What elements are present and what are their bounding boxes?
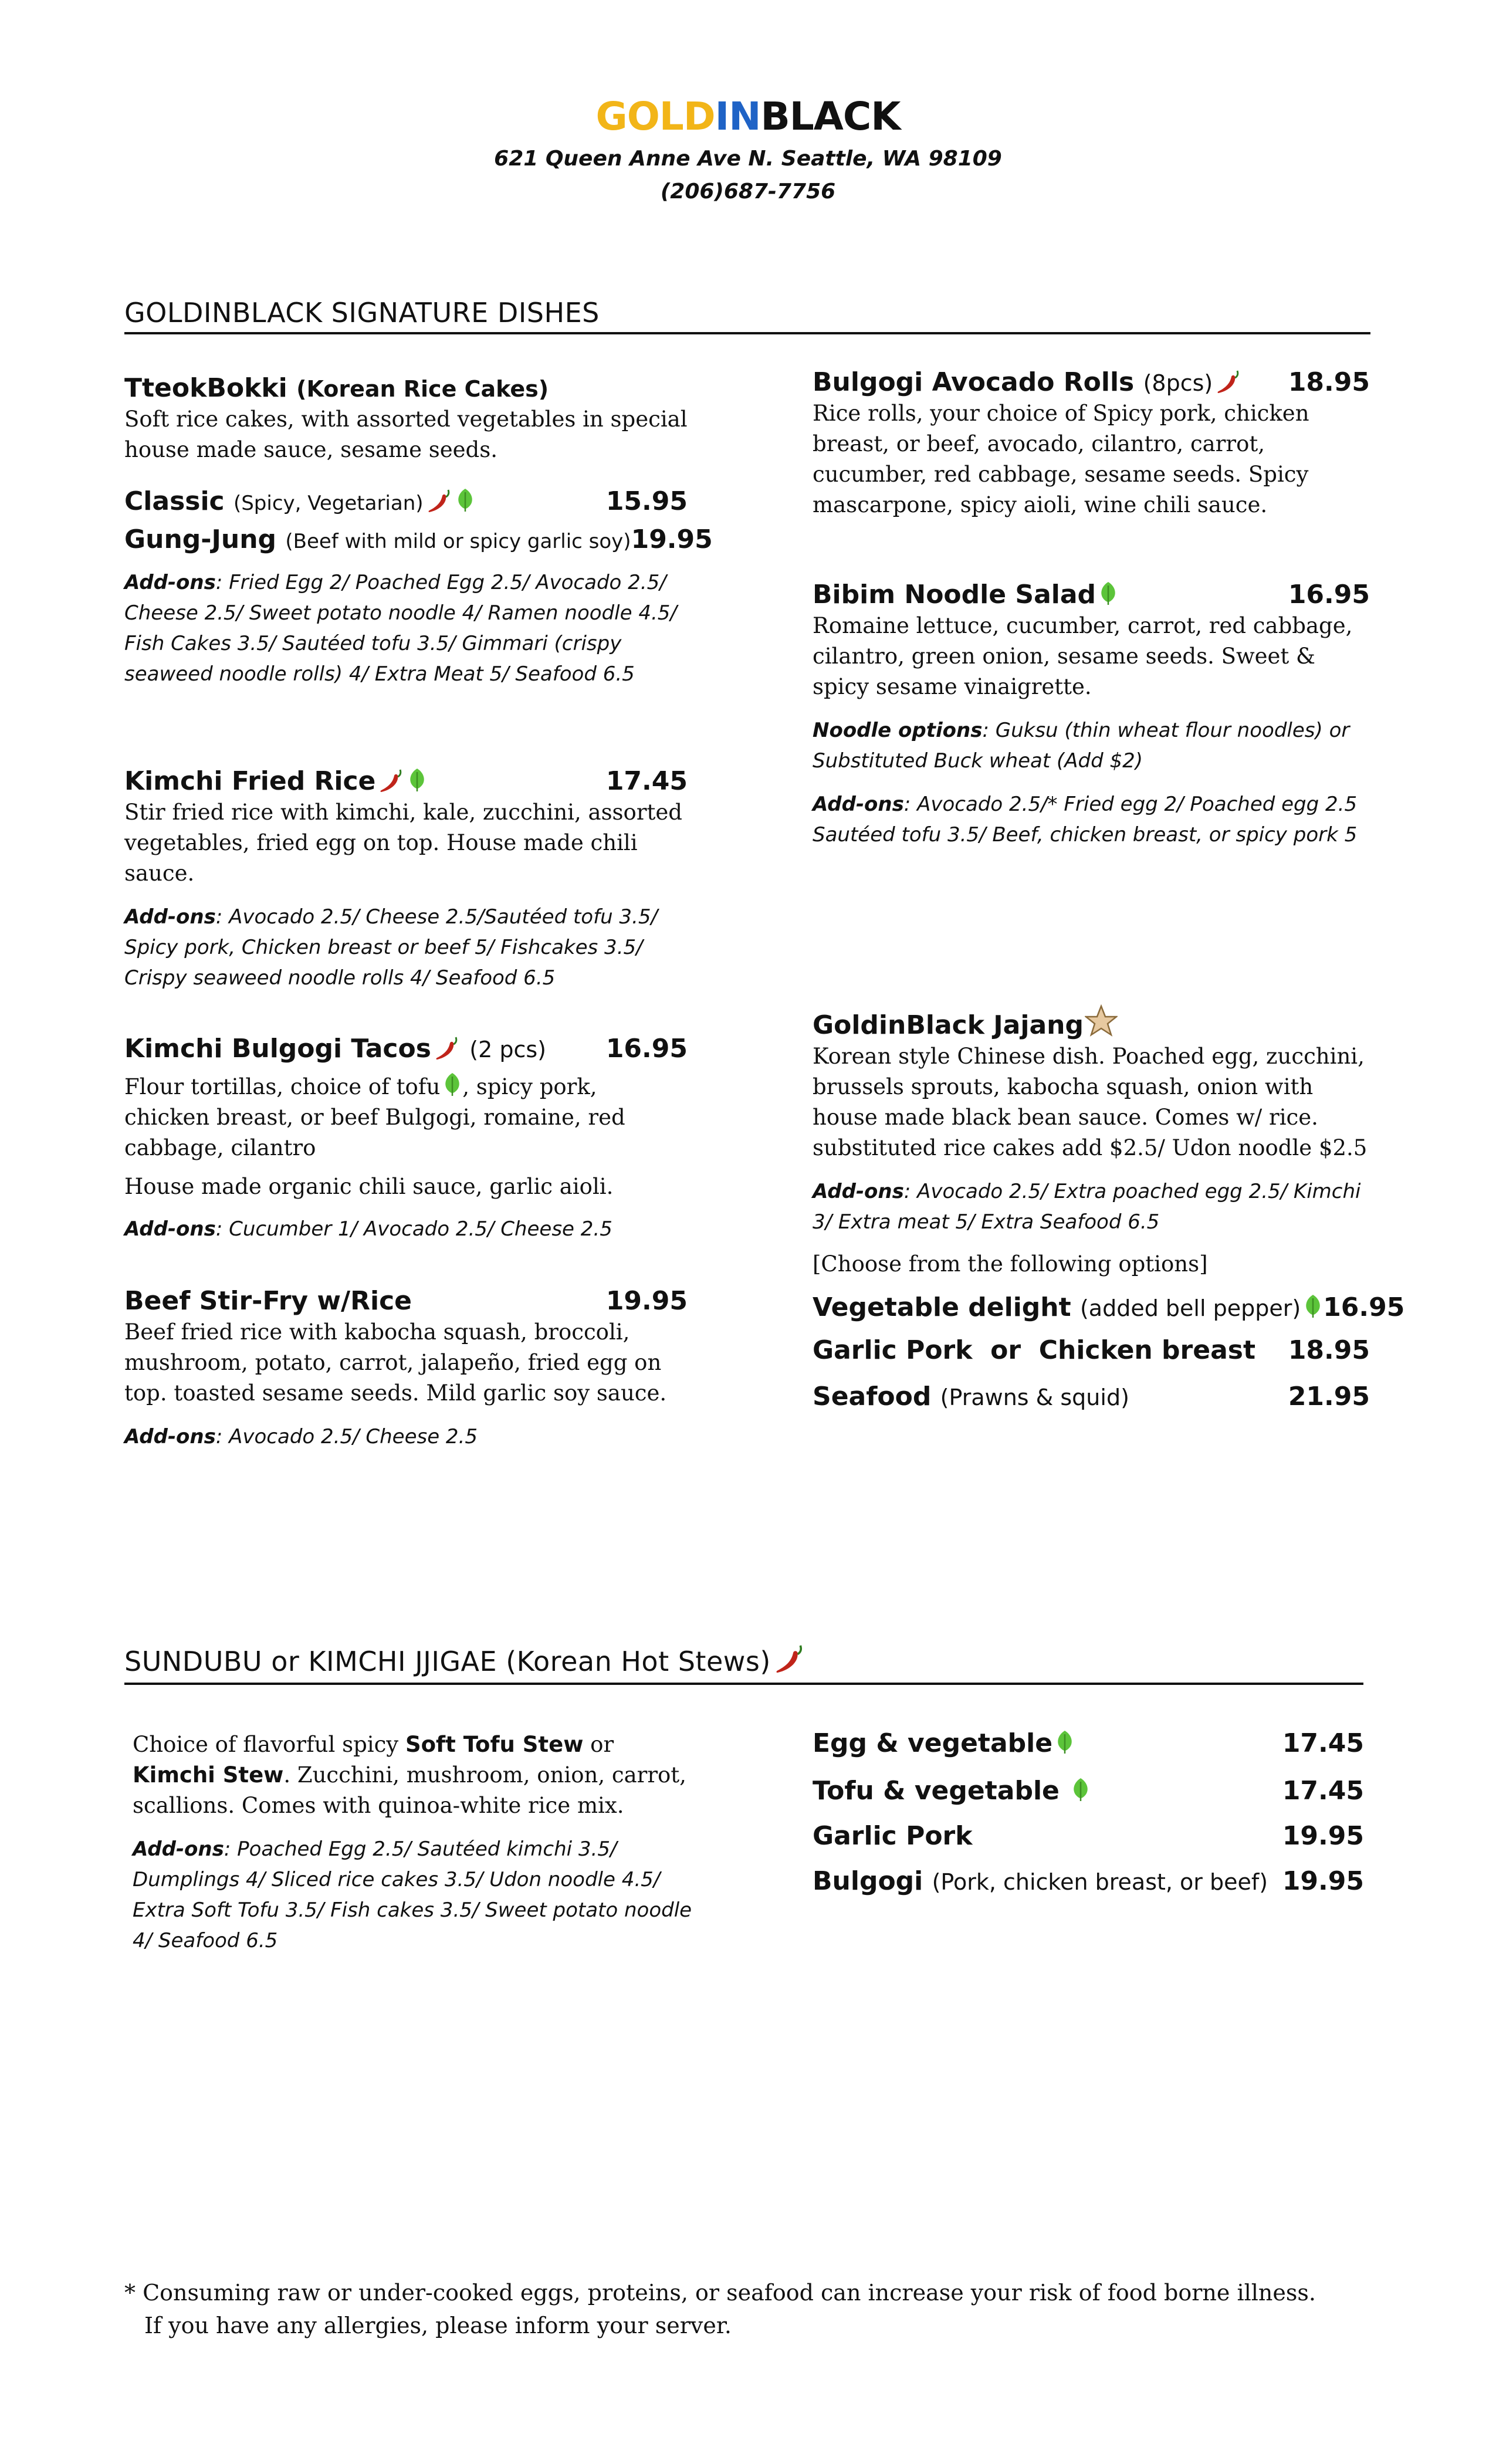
- leaf-icon: [407, 767, 427, 792]
- dish-addons: Add-ons: Avocado 2.5/ Cheese 2.5/Sautéed tofu 3.5/ Spicy pork, Chicken breast or beef 5/ Fishcakes 3.5/ Crispy seaweed noodle rolls 4/ Seafood 6.5: [124, 905, 658, 990]
- chili-icon: [378, 767, 405, 794]
- section-title-stews: SUNDUBU or KIMCHI JJIGAE (Korean Hot Stews): [124, 1643, 806, 1677]
- dish-kimchi-fried-rice: Kimchi Fried Rice 17.45 Stir fried rice with kimchi, kale, zucchini, assorted vegetables, fried egg on top. House made chili sauce. Add-ons: Avocado 2.5/ Cheese 2.5/Sautéed tofu 3.5/ Spicy pork, Chicken breast or beef 5/ Fishcakes 3.5/ Crispy seaweed noodle rolls 4/ Seafood 6.5: [124, 766, 688, 993]
- dish-bulgogi-avocado-rolls: Bulgogi Avocado Rolls (8pcs) 18.95 Rice rolls, your choice of Spicy pork, chicken breast, or beef, avocado, cilantro, carrot, cucumber, red cabbage, sesame seeds. Spicy mascarpone, spicy aioli, wine chili sauce.: [813, 367, 1370, 520]
- section-divider: [124, 332, 1370, 334]
- logo-black: BLACK: [760, 94, 901, 139]
- dish-addons: Add-ons: Cucumber 1/ Avocado 2.5/ Cheese 2.5: [124, 1217, 612, 1241]
- price: 17.45: [605, 766, 688, 796]
- price: 16.95: [1288, 580, 1370, 610]
- price: 19.95: [605, 1286, 688, 1316]
- dish-description: Soft rice cakes, with assorted vegetables in special house made sauce, sesame seeds.: [124, 407, 688, 462]
- stew-option-bulgogi: Bulgogi (Pork, chicken breast, or beef) 19.95: [813, 1866, 1364, 1896]
- star-icon: [1085, 1004, 1118, 1037]
- stew-options: [813, 1728, 1364, 1896]
- dish-goldinblack-jajang: GoldinBlack Jajang Korean style Chinese dish. Poached egg, zucchini, brussels sprouts, kabocha squash, onion with house made black bean sauce. Comes w/ rice. substituted rice cakes add $2.5/ Udon noodle $2.5 Add-ons: Avocado 2.5/ Extra poached egg 2.5/ Kimchi 3/ Extra meat 5/ Extra Seafood 6.5 [Choose from the following options] Vegetable delight (added bell pepper) 16.95 Garlic Pork or Chicken breast 18.95 Seafood (Prawns & squid) 21.95: [813, 1004, 1370, 1412]
- option-garlic-pork-chicken: Garlic Pork or Chicken breast 18.95: [813, 1335, 1370, 1365]
- leaf-icon: [1071, 1777, 1091, 1802]
- disclaimer-line-2: If you have any allergies, please inform your server.: [144, 2313, 732, 2338]
- disclaimer-line-1: * Consuming raw or under-cooked eggs, proteins, or seafood can increase your risk of food borne illness.: [124, 2280, 1316, 2306]
- dish-sauce: House made organic chili sauce, garlic aioli.: [124, 1174, 614, 1199]
- dish-addons: Add-ons: Avocado 2.5/ Extra poached egg 2.5/ Kimchi 3/ Extra meat 5/ Extra Seafood 6.5: [813, 1180, 1361, 1234]
- dish-description: Romaine lettuce, cucumber, carrot, red cabbage, cilantro, green onion, sesame seeds. Sweet & spicy sesame vinaigrette.: [813, 613, 1353, 699]
- dish-name: TteokBokki (Korean Rice Cakes): [124, 373, 549, 403]
- leaf-icon: [455, 488, 475, 512]
- dish-tteokbokki: [124, 373, 713, 689]
- dish-addons: Add-ons: Poached Egg 2.5/ Sautéed kimchi 3.5/ Dumplings 4/ Sliced rice cakes 3.5/ Udon noodle 4.5/ Extra Soft Tofu 3.5/ Fish cakes 3.5/ Sweet potato noodle 4/ Seafood 6.5: [133, 1837, 692, 1952]
- chili-icon: [426, 488, 453, 515]
- dish-description: Beef fried rice with kabocha squash, broccoli, mushroom, potato, carrot, jalapeño, fried egg on top. toasted sesame seeds. Mild garlic soy sauce.: [124, 1319, 667, 1406]
- stews-description: Choice of flavorful spicy Soft Tofu Stew or Kimchi Stew. Zucchini, mushroom, onion, carrot, scallions. Comes with quinoa-white rice mix. Add-ons: Poached Egg 2.5/ Sautéed kimchi 3.5/ Dumplings 4/ Sliced rice cakes 3.5/ Udon noodle 4.5/ Extra Soft Tofu 3.5/ Fish cakes 3.5/ Sweet potato noodle 4/ Seafood 6.5: [133, 1728, 696, 1956]
- leaf-icon: [1055, 1729, 1075, 1754]
- dish-description: Korean style Chinese dish. Poached egg, zucchini, brussels sprouts, kabocha squash, onion with house made black bean sauce. Comes w/ rice. substituted rice cakes add $2.5/ Udon noodle $2.5: [813, 1044, 1368, 1160]
- dish-description: Rice rolls, your choice of Spicy pork, chicken breast, or beef, avocado, cilantro, carrot, cucumber, red cabbage, sesame seeds. Spicy mascarpone, spicy aioli, wine chili sauce.: [813, 401, 1309, 517]
- option-gung-jung: Gung-Jung (Beef with mild or spicy garlic soy) 19.95: [124, 524, 713, 554]
- stew-option-garlic-pork: Garlic Pork 19.95: [813, 1821, 1364, 1851]
- address: 621 Queen Anne Ave N. Seattle, WA 98109: [494, 147, 1002, 171]
- stew-option-tofu-vegetable: Tofu & vegetable 17.45: [813, 1776, 1364, 1806]
- leaf-icon: [1303, 1294, 1323, 1318]
- price: 19.95: [631, 524, 713, 554]
- food-safety-disclaimer: [124, 2276, 1316, 2342]
- choose-note: [Choose from the following options]: [813, 1251, 1208, 1277]
- dish-bibim-noodle-salad: Bibim Noodle Salad 16.95 Romaine lettuce, cucumber, carrot, red cabbage, cilantro, green onion, sesame seeds. Sweet & spicy sesame vinaigrette. Noodle options: Guksu (thin wheat flour noodles) or Substituted Buck wheat (Add $2) Add-ons: Avocado 2.5/* Fried egg 2/ Poached egg 2.5 Sautéed tofu 3.5/ Beef, chicken breast, or spicy pork 5: [813, 580, 1370, 850]
- option-classic: Classic (Spicy, Vegetarian) 15.95: [124, 486, 688, 516]
- chili-icon: [773, 1643, 806, 1676]
- dish-addons: Add-ons: Avocado 2.5/ Cheese 2.5: [124, 1425, 478, 1448]
- logo-gold: GOLD: [595, 94, 715, 139]
- section-title-signature: GOLDINBLACK SIGNATURE DISHES: [124, 297, 600, 329]
- dish-addons: Add-ons: Avocado 2.5/* Fried egg 2/ Poached egg 2.5 Sautéed tofu 3.5/ Beef, chicken breast, or spicy pork 5: [813, 793, 1358, 847]
- stew-option-egg-vegetable: Egg & vegetable 17.45: [813, 1728, 1364, 1758]
- option-seafood: Seafood (Prawns & squid) 21.95: [813, 1382, 1370, 1412]
- dish-beef-stir-fry: Beef Stir-Fry w/Rice 19.95 Beef fried rice with kabocha squash, broccoli, mushroom, potato, carrot, jalapeño, fried egg on top. toasted sesame seeds. Mild garlic soy sauce. Add-ons: Avocado 2.5/ Cheese 2.5: [124, 1286, 688, 1452]
- price: 18.95: [1288, 367, 1370, 397]
- logo-in: IN: [715, 94, 761, 139]
- leaf-icon: [1098, 581, 1118, 605]
- option-vegetable-delight: Vegetable delight (added bell pepper) 16.95: [813, 1292, 1405, 1322]
- dish-description: Stir fried rice with kimchi, kale, zucchini, assorted vegetables, fried egg on top. House made chili sauce.: [124, 800, 682, 886]
- dish-description: Flour tortillas, choice of tofu , spicy pork, chicken breast, or beef Bulgogi, romaine, red cabbage, cilantro: [124, 1072, 688, 1163]
- dish-kimchi-bulgogi-tacos: Kimchi Bulgogi Tacos (2 pcs) 16.95 Flour tortillas, choice of tofu , spicy pork, chicken breast, or beef Bulgogi, romaine, red cabbage, cilantro House made organic chili sauce, garlic aioli. Add-ons: Cucumber 1/ Avocado 2.5/ Cheese 2.5: [124, 1034, 688, 1244]
- chili-icon: [434, 1035, 461, 1062]
- price: 15.95: [605, 486, 688, 516]
- phone: (206)687-7756: [660, 180, 836, 204]
- dish-addons: Add-ons: Fried Egg 2/ Poached Egg 2.5/ Avocado 2.5/ Cheese 2.5/ Sweet potato noodle 4/ Ramen noodle 4.5/ Fish Cakes 3.5/ Sautéed tofu 3.5/ Gimmari (crispy seaweed noodle rolls) 4/ Extra Meat 5/ Seafood 6.5: [124, 571, 677, 686]
- price: 16.95: [605, 1034, 688, 1064]
- chili-icon: [1215, 368, 1242, 395]
- section-divider: [124, 1683, 1363, 1685]
- noodle-options: Noodle options: Guksu (thin wheat flour noodles) or Substituted Buck wheat (Add $2): [813, 719, 1350, 773]
- leaf-icon: [442, 1072, 462, 1096]
- restaurant-logo: [0, 94, 1496, 139]
